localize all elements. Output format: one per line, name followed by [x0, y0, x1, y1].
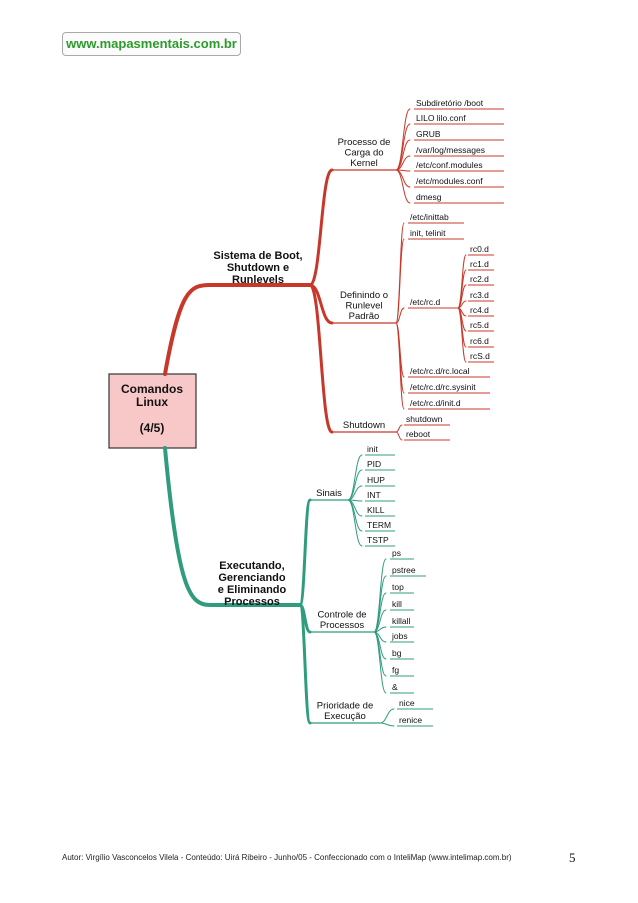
runlevel-leaf: /etc/inittab	[410, 212, 449, 222]
prioridade-leaf: nice	[399, 698, 415, 708]
prioridade-leaf: renice	[399, 715, 423, 725]
carga-leaf-edge	[396, 109, 410, 170]
boot-title-line: Shutdown e	[226, 261, 290, 274]
controle-leaf: jobs	[392, 631, 408, 641]
carga-leaf: LILO lilo.conf	[416, 113, 466, 123]
rc-leaf: rc4.d	[470, 305, 489, 315]
rc-leaf: rc0.d	[470, 244, 489, 254]
runlevel-leaf: init, telinit	[410, 228, 446, 238]
proc-sinais-label-line: Sinais	[316, 488, 342, 499]
site-url-badge[interactable]: www.mapasmentais.com.br	[62, 32, 241, 56]
proc-title-line: Executando,	[219, 559, 285, 572]
shutdown-leaf-edge	[396, 432, 402, 440]
prioridade-leaf-edge	[380, 709, 394, 723]
proc-prioridade-label-line: Prioridade de	[316, 700, 374, 712]
carga-leaf: /etc/conf.modules	[416, 160, 483, 170]
boot-carga-label-line: Kernel	[350, 158, 378, 169]
shutdown-leaf-edge	[396, 425, 402, 432]
carga-leaf: GRUB	[416, 129, 441, 139]
runlevel-rcd-node: /etc/rc.d	[410, 297, 441, 307]
boot-runlevel-label-line: Runlevel	[345, 300, 383, 312]
runlevel-leaf: /etc/rc.d/init.d	[410, 398, 461, 408]
prioridade-leaf-edge	[380, 723, 394, 726]
shutdown-leaf: reboot	[406, 429, 431, 439]
carga-leaf: Subdiretório /boot	[416, 98, 484, 108]
root-part-label: (4/5)	[139, 421, 165, 435]
carga-leaf: dmesg	[416, 192, 442, 202]
boot-runlevel-label-line: Padrão	[348, 311, 380, 322]
branch-boot-edge	[165, 285, 310, 374]
rc-leaf: rcS.d	[470, 351, 490, 361]
sinais-leaf: PID	[367, 459, 382, 469]
rc-leaf: rc6.d	[470, 336, 489, 346]
proc-sinais-edge	[300, 500, 310, 605]
boot-runlevel-label-line: Definindo o	[339, 290, 389, 301]
runlevel-leaf: /etc/rc.d/rc.local	[410, 366, 470, 376]
rc-leaf: rc5.d	[470, 320, 489, 330]
runlevel-leaf-edge	[396, 239, 404, 323]
sinais-leaf: init	[367, 444, 378, 454]
boot-shutdown-label-line: Shutdown	[342, 420, 386, 431]
root-title-line: Comandos	[120, 382, 184, 396]
sinais-leaf: INT	[367, 490, 381, 500]
controle-leaf: top	[392, 582, 404, 592]
shutdown-leaf: shutdown	[406, 414, 443, 424]
rc-leaf: rc1.d	[470, 259, 489, 269]
boot-title-line: Sistema de Boot,	[213, 249, 303, 262]
carga-leaf: /etc/modules.conf	[416, 176, 483, 186]
controle-leaf: pstree	[392, 565, 416, 575]
rc-leaf-edge	[458, 255, 466, 308]
sinais-leaf: KILL	[367, 505, 385, 515]
page-number: 5	[569, 850, 576, 865]
controle-leaf: bg	[392, 648, 402, 658]
proc-title-line: Gerenciando	[218, 571, 286, 584]
controle-leaf: fg	[392, 665, 400, 675]
controle-leaf: killall	[392, 616, 411, 626]
proc-prioridade-label-line: Execução	[324, 711, 366, 722]
controle-leaf-edge	[374, 576, 386, 632]
carga-leaf: /var/log/messages	[416, 145, 485, 155]
sinais-leaf: TERM	[367, 520, 392, 530]
rc-leaf: rc3.d	[470, 290, 489, 300]
controle-leaf: &	[392, 682, 398, 692]
rc-leaf: rc2.d	[470, 274, 489, 284]
proc-title-line: Processos	[224, 595, 280, 608]
proc-controle-label-line: Controle de	[317, 609, 367, 621]
sinais-leaf: HUP	[367, 475, 385, 485]
controle-leaf-edge	[374, 632, 386, 676]
controle-leaf: kill	[392, 599, 402, 609]
controle-leaf: ps	[392, 548, 401, 558]
boot-carga-edge	[310, 170, 332, 285]
runlevel-leaf: /etc/rc.d/rc.sysinit	[410, 382, 476, 392]
proc-controle-label-line: Processos	[319, 620, 365, 631]
footer-credits: Autor: Virgílio Vasconcelos Vilela - Conteúdo: Uirá Ribeiro - Junho/05 - Confeccionado com o InteliMap (www.intelimap.com.br)	[62, 853, 512, 862]
root-title-line: Linux	[136, 395, 168, 409]
boot-title-line: Runlevels	[232, 273, 284, 286]
boot-carga-label-line: Processo de	[337, 137, 391, 148]
boot-carga-label-line: Carga do	[344, 147, 384, 159]
runlevel-leaf-edge	[396, 323, 404, 409]
sinais-leaf: TSTP	[367, 535, 389, 545]
proc-title-line: e Eliminando	[217, 583, 287, 596]
